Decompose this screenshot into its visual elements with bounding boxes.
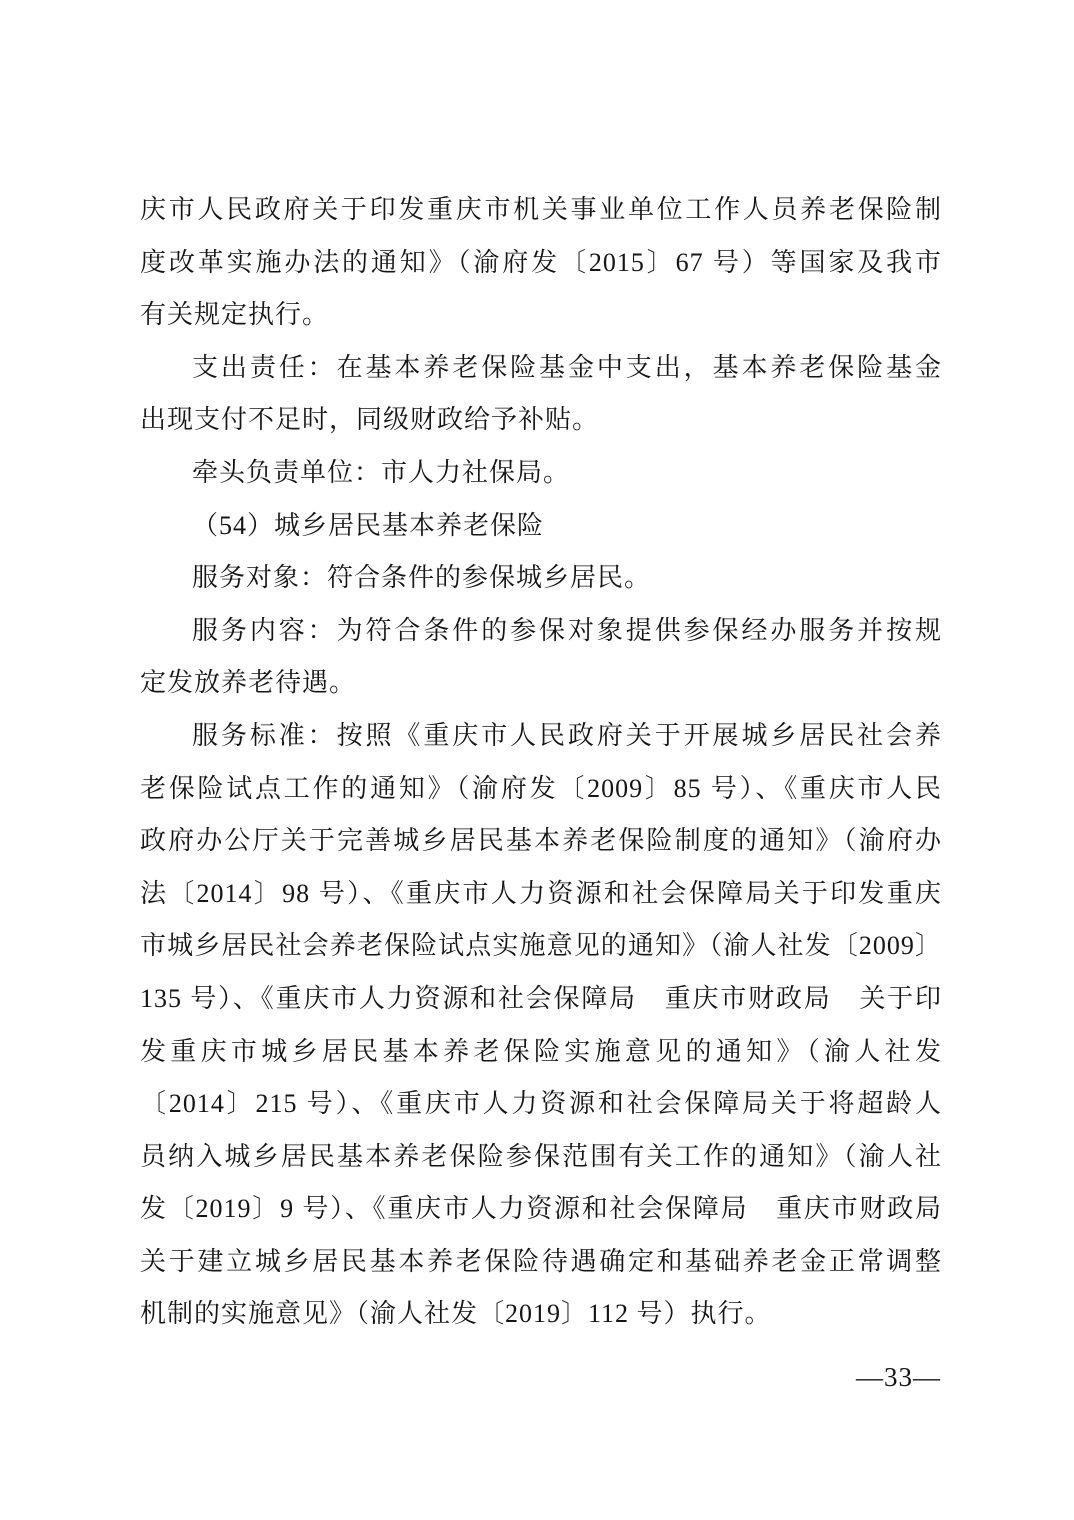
- text-line: 员纳入城乡居民基本养老保险参保范围有关工作的通知》（渝人社: [140, 1141, 942, 1171]
- text-line: 有关规定执行。: [140, 300, 330, 330]
- text-line: 服务内容：为符合条件的参保对象提供参保经办服务并按规: [192, 615, 942, 645]
- text-line: 牵头负责单位：市人力社保局。: [192, 457, 571, 487]
- text-line: 市城乡居民社会养老保险试点实施意见的通知》（渝人社发〔2009〕: [140, 931, 942, 961]
- text-line: 庆市人民政府关于印发重庆市机关事业单位工作人员养老保险制: [140, 195, 942, 224]
- text-line: 机制的实施意见》（渝人社发〔2019〕112 号）执行。: [140, 1299, 772, 1329]
- text-line: 定发放养老待遇。: [140, 668, 357, 698]
- text-line: 〔2014〕215 号）、《重庆市人力资源和社会保障局关于将超龄人: [140, 1089, 942, 1119]
- text-line: 关于建立城乡居民基本养老保险待遇确定和基础养老金正常调整: [140, 1246, 942, 1276]
- text-line: 政府办公厅关于完善城乡居民基本养老保险制度的通知》（渝府办: [140, 826, 942, 856]
- text-line: 法〔2014〕98 号）、《重庆市人力资源和社会保障局关于印发重庆: [140, 878, 942, 908]
- text-line: 服务对象：符合条件的参保城乡居民。: [192, 563, 652, 593]
- text-line: 发重庆市城乡居民基本养老保险实施意见的通知》（渝人社发: [140, 1036, 942, 1066]
- page-number: —33—: [856, 1362, 941, 1392]
- text-line: 135 号）、《重庆市人力资源和社会保障局 重庆市财政局 关于印: [140, 983, 942, 1013]
- text-line: 老保险试点工作的通知》（渝府发〔2009〕85 号）、《重庆市人民: [140, 773, 942, 803]
- text-line: 支出责任：在基本养老保险基金中支出，基本养老保险基金: [192, 352, 942, 382]
- text-line: （54）城乡居民基本养老保险: [192, 510, 545, 540]
- text-line: 度改革实施办法的通知》（渝府发〔2015〕67 号）等国家及我市: [140, 247, 942, 277]
- document-body: [140, 184, 942, 1341]
- text-line: 发〔2019〕9 号）、《重庆市人力资源和社会保障局 重庆市财政局: [140, 1194, 942, 1224]
- text-line: 出现支付不足时，同级财政给予补贴。: [140, 405, 600, 435]
- text-line: 服务标准：按照《重庆市人民政府关于开展城乡居民社会养: [192, 720, 942, 750]
